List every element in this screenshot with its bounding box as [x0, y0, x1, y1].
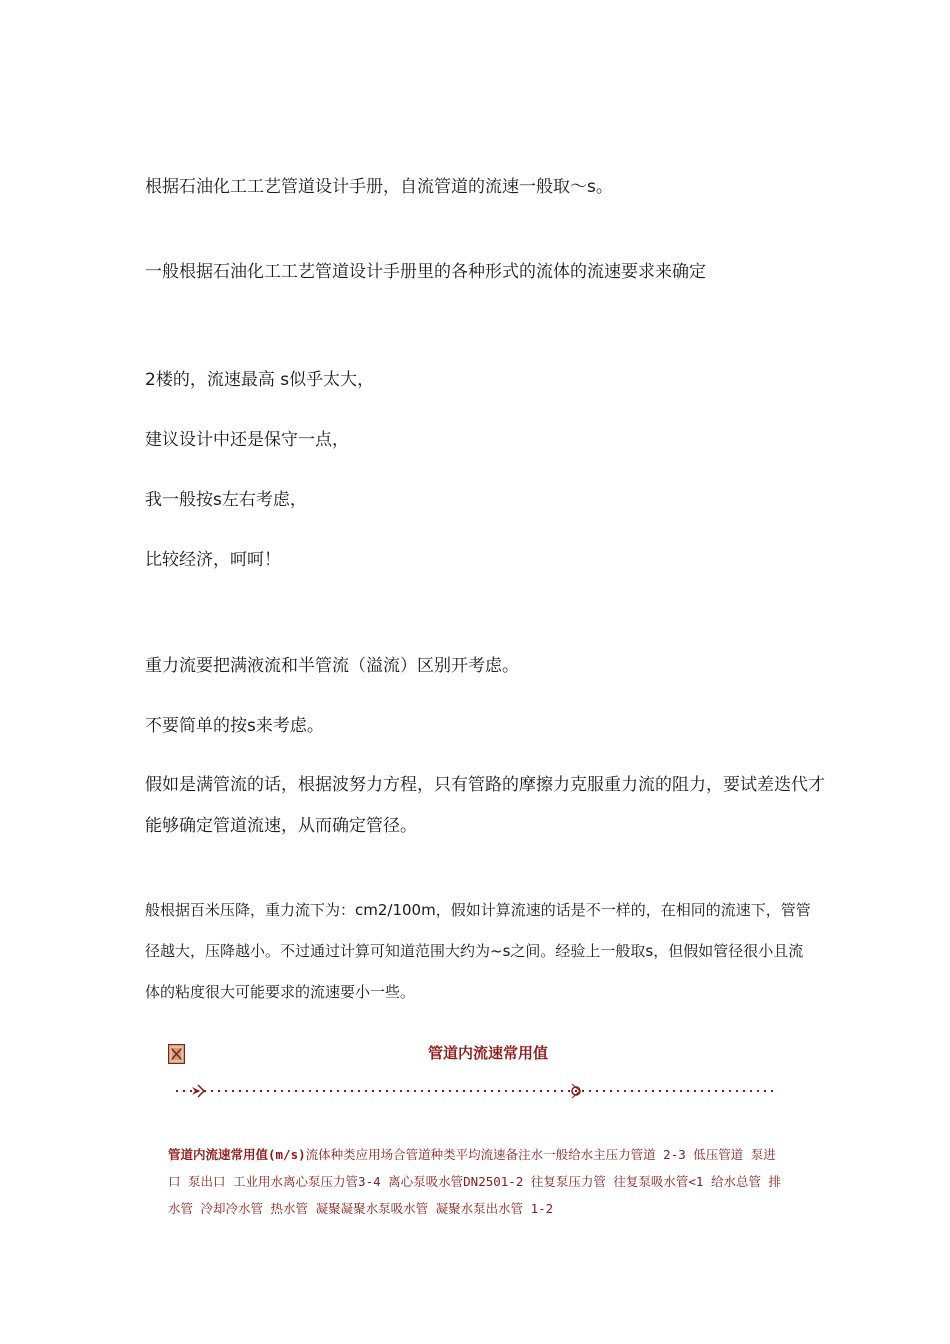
paragraph-4: 建议设计中还是保守一点， [145, 430, 349, 450]
embedded-table-image [168, 1038, 783, 1218]
embed-title: 管道内流速常用值 [427, 1044, 548, 1062]
paragraph-5: 我一般按s左右考虑， [145, 490, 307, 510]
paragraph-6: 比较经济，呵呵！ [145, 550, 281, 570]
embed-body [168, 1141, 783, 1222]
paragraph-1: 根据石油化工工艺管道设计手册，自流管道的流速一般取～s。 [145, 177, 613, 197]
embed-lead: 管道内流速常用值(m/s) [168, 1147, 306, 1162]
decorative-divider [176, 1082, 776, 1100]
paragraph-8: 不要简单的按s来考虑。 [145, 716, 324, 736]
paragraph-10: 般根据百米压降，重力流下为：cm2/100m，假如计算流速的话是不一样的，在相同的流速下，管管径越大，压降越小。不过通过计算可知道范围大约为~s之间。经验上一般取s，但假如管径很小且流体的粘度很大可能要求的流速要小一些。 [145, 901, 811, 1001]
paragraph-7: 重力流要把满液流和半管流（溢流）区别开考虑。 [145, 656, 519, 676]
paragraph-3: 2楼的，流速最高 s似乎太大， [145, 370, 375, 390]
paragraph-9: 假如是满管流的话，根据波努力方程，只有管路的摩擦力克服重力流的阻力，要试差迭代才能够确定管道流速，从而确定管径。 [145, 775, 825, 836]
paragraph-2: 一般根据石油化工工艺管道设计手册里的各种形式的流体的流速要求来确定 [145, 262, 706, 282]
embed-body-text: 流体种类应用场合管道种类平均流速备注水一般给水主压力管道 2-3 低压管道 泵进口 泵出口 工业用水离心泵压力管3-4 离心泵吸水管DN2501-2 往复泵压力管 往复泵吸水管<1 给水总管 排水管 冷却冷水管 热水管 凝聚凝聚水泵吸水管 凝聚水泵出水管 1-2 [168, 1147, 782, 1216]
